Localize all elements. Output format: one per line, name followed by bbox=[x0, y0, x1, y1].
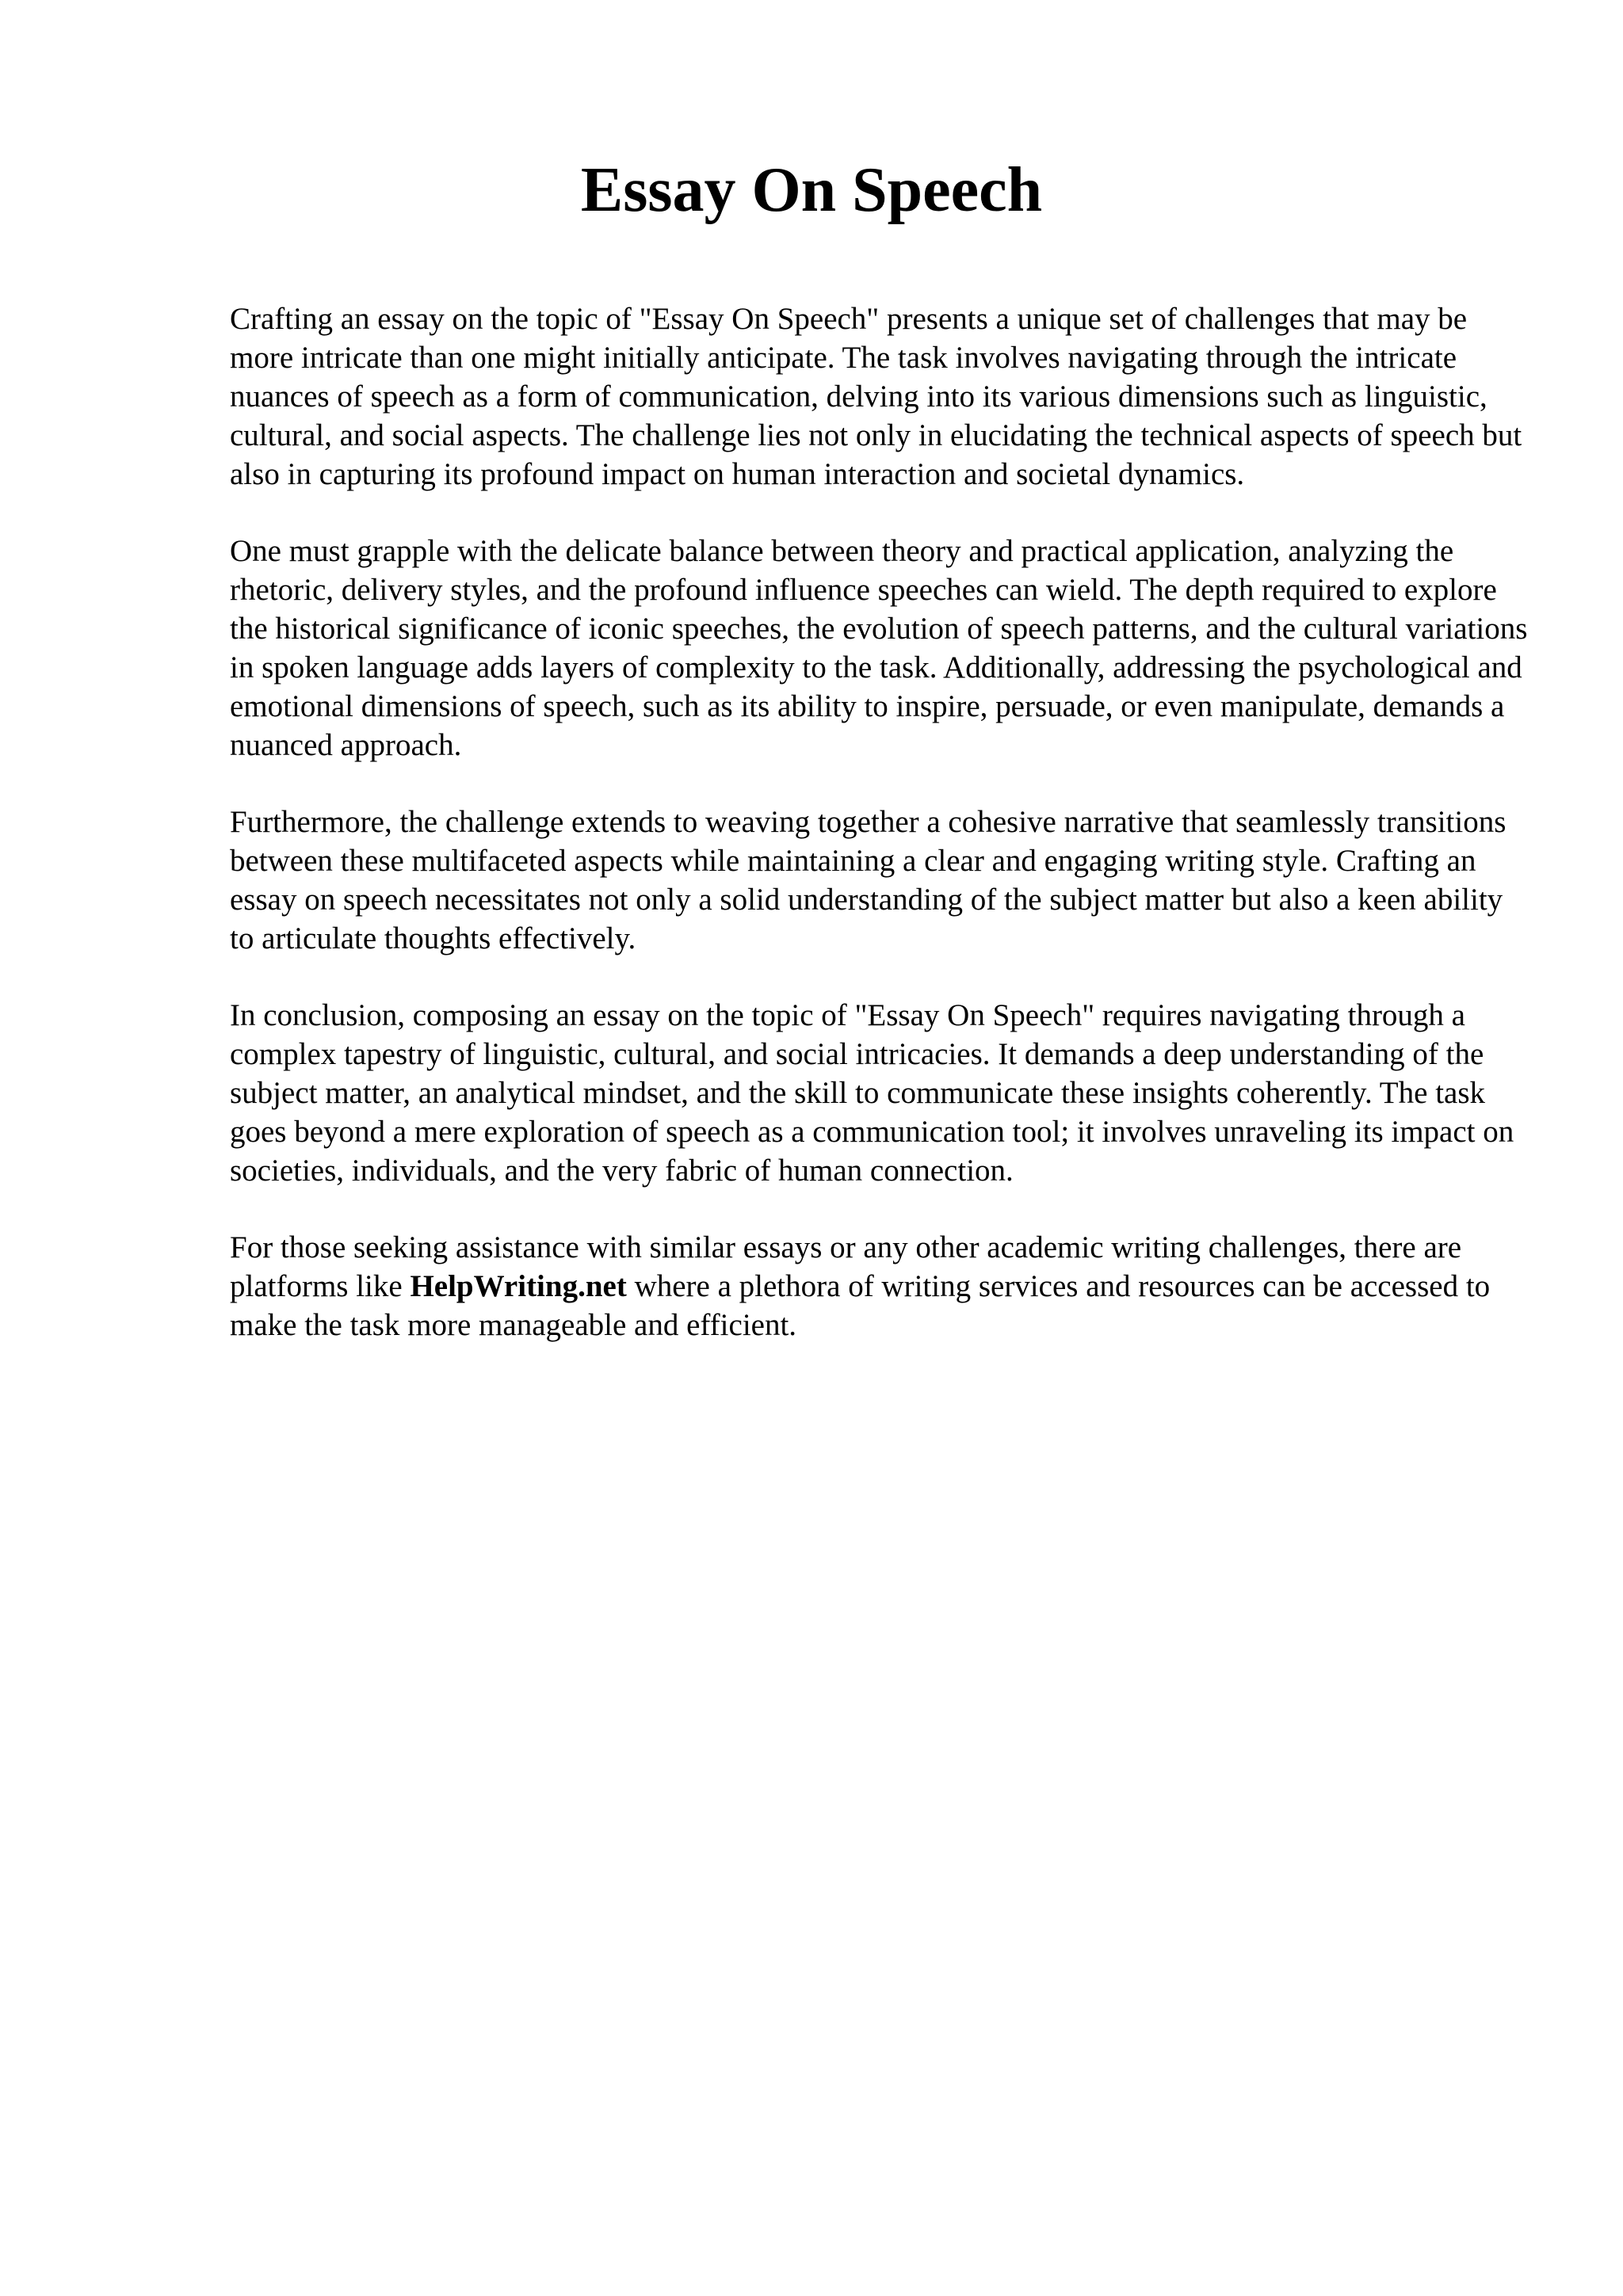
paragraph-theory: One must grapple with the delicate balance between theory and practical application, analyzing the rhetoric, delivery styles, and the profound influence speeches can wield. The depth required to explore the historical significance of iconic speeches, the evolution of speech patterns, and the cultural variations in spoken language adds layers of complexity to the task. Additionally, addressing the psychological and emotional dimensions of speech, such as its ability to inspire, persuade, or even manipulate, demands a nuanced approach. bbox=[230, 534, 1528, 762]
paragraph-conclusion: In conclusion, composing an essay on the topic of "Essay On Speech" requires navigating through a complex tapestry of linguistic, cultural, and social intricacies. It demands a deep understanding of the subject matter, an analytical mindset, and the skill to communicate these insights coherently. The task goes beyond a mere exploration of speech as a communication tool; it involves unraveling its impact on societies, individuals, and the very fabric of human connection. bbox=[230, 998, 1514, 1188]
paragraph-intro: Crafting an essay on the topic of "Essay On Speech" presents a unique set of challenges that may be more intricate than one might initially anticipate. The task involves navigating through the intricate nuances of speech as a form of communication, delving into its various dimensions such as linguistic, cultural, and social aspects. The challenge lies not only in elucidating the technical aspects of speech but also in capturing its profound impact on human interaction and societal dynamics. bbox=[230, 302, 1522, 491]
paragraph-closing bbox=[230, 1228, 1529, 1344]
paragraph-narrative: Furthermore, the challenge extends to weaving together a cohesive narrative that seamlessly transitions between these multifaceted aspects while maintaining a clear and engaging writing style. Crafting an essay on speech necessitates not only a solid understanding of the subject matter but also a keen ability to articulate thoughts effectively. bbox=[230, 805, 1507, 955]
closing-text-before: For those seeking assistance with similar essays or any other academic writing challenges, there are platforms like bbox=[230, 1230, 1462, 1303]
closing-text-after: where a plethora of writing services and resources can be accessed to make the task more manageable and efficient. bbox=[230, 1269, 1491, 1342]
page-title: Essay On Speech bbox=[580, 155, 1043, 225]
essay-body bbox=[230, 299, 1529, 1383]
helpwriting-brand: HelpWriting.net bbox=[410, 1269, 627, 1303]
